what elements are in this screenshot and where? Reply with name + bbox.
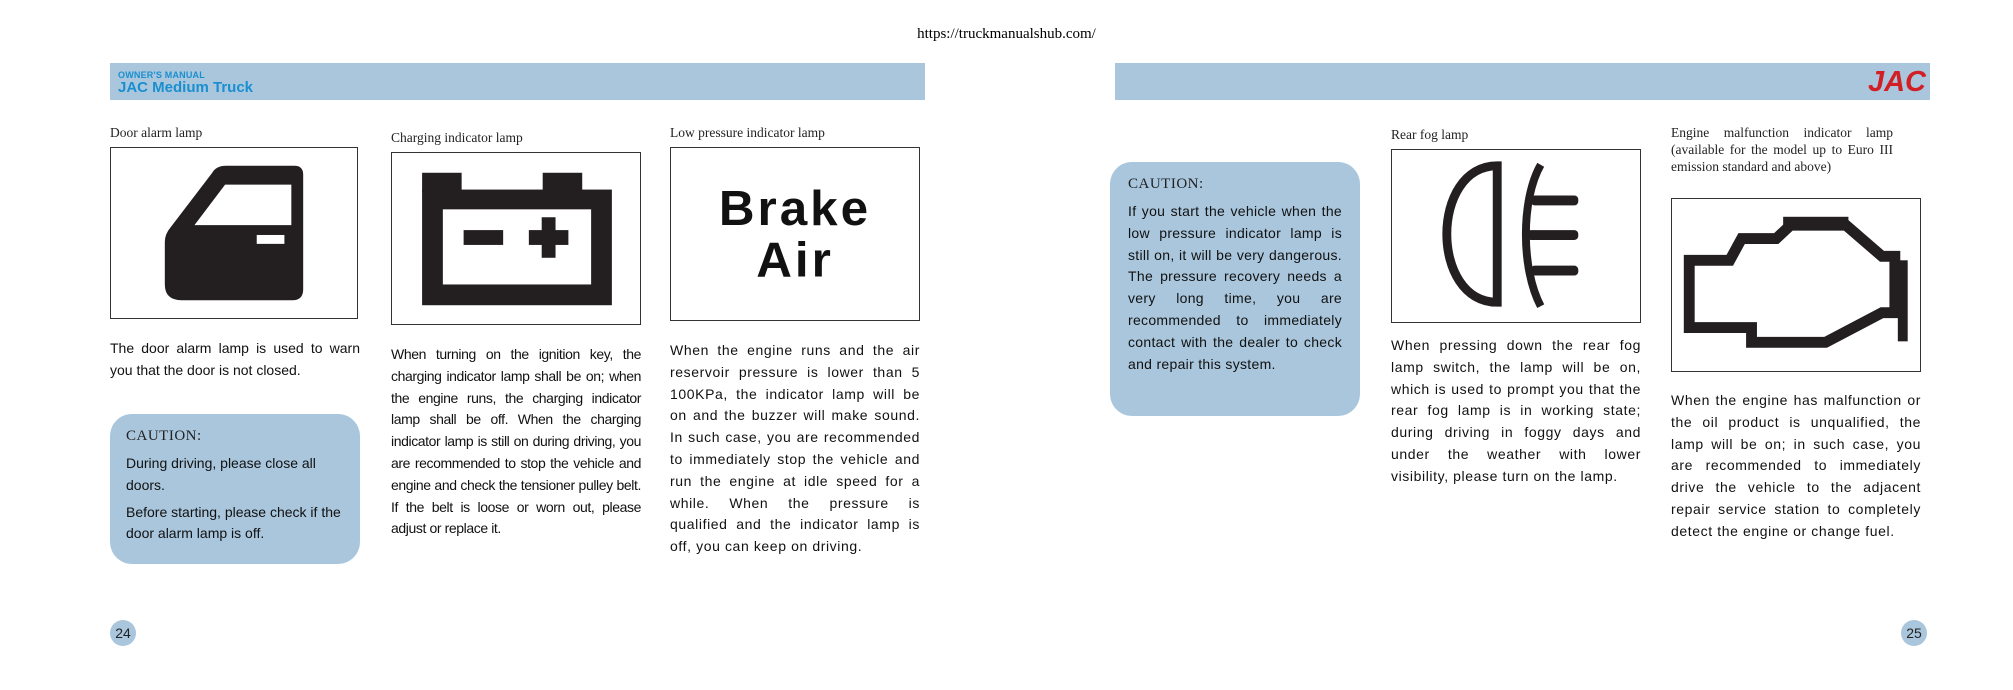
low-pressure-lamp-label: Low pressure indicator lamp: [670, 125, 825, 140]
charging-lamp-label: Charging indicator lamp: [391, 130, 523, 145]
caution-title: CAUTION:: [126, 428, 202, 444]
door-alarm-lamp-label: Door alarm lamp: [110, 125, 203, 140]
svg-text:Air: Air: [756, 232, 834, 288]
left-header-bar: [110, 63, 925, 100]
rear-fog-description: When pressing down the rear fog lamp switch, the lamp will be on, which is used to prompt you that the rear fog lamp is in working state; during driving in foggy days and under the weather with lower visibility, please turn on the lamp.: [1391, 337, 1641, 484]
rear-fog-lamp-icon: [1392, 150, 1640, 322]
right-header-bar: [1115, 63, 1930, 100]
engine-icon-box: [1671, 198, 1921, 372]
door-icon: [111, 148, 357, 318]
charging-icon-box: [391, 152, 641, 325]
page-number-left: 24: [110, 620, 136, 646]
engine-lamp-label: Engine malfunction indicator lamp (available for the model up to Euro III emission standard and above): [1671, 125, 1893, 174]
brake-air-icon-box: [670, 147, 920, 321]
caution-text: If you start the vehicle when the low pressure indicator lamp is still on, it will be very dangerous. The pressure recovery needs a very long time, you are recommended to immediately contact with the dealer to check and repair this system.: [1128, 203, 1342, 372]
rear-fog-lamp-label: Rear fog lamp: [1391, 127, 1469, 142]
caution-box-door: [110, 414, 360, 564]
brand-title: JAC Medium Truck: [118, 79, 254, 96]
door-alarm-description: The door alarm lamp is used to warn you that the door is not closed.: [110, 340, 360, 378]
door-alarm-icon-box: [110, 147, 358, 319]
caution-title: CAUTION:: [1128, 176, 1204, 192]
caution-line: During driving, please close all doors.: [126, 455, 316, 493]
engine-description: When the engine has malfunction or the oil product is unqualified, the lamp will be on; in such case, you are recommended to immediately drive the vehicle to the adjacent repair service station to completely detect the engine or change fuel.: [1671, 392, 1921, 539]
battery-icon: [392, 153, 640, 324]
svg-text:Brake: Brake: [718, 181, 872, 237]
source-url: https://truckmanualshub.com/: [917, 26, 1096, 42]
low-pressure-description: When the engine runs and the air reservoir pressure is lower than 5 100KPa, the indicator lamp will be on and the buzzer will make sound. In such case, you are recommended to immediately stop the vehicle and run the engine at idle speed for a while. When the pressure is qualified and the indicator lamp is off, you can keep on driving.: [670, 342, 920, 555]
brand-subtitle: OWNER'S MANUAL: [118, 70, 205, 80]
page-number-right: 25: [1901, 620, 1927, 646]
brake-air-icon: [671, 148, 919, 320]
svg-text:JAC: JAC: [1867, 66, 1926, 96]
charging-description: When turning on the ignition key, the charging indicator lamp shall be on; when the engine runs, the charging indicator lamp shall be off. When the charging indicator lamp is still on during driving, you are recommended to stop the vehicle and engine and check the tensioner pulley belt. If the belt is loose or worn out, please adjust or replace it.: [391, 346, 641, 537]
jac-logo: [1838, 66, 1928, 96]
engine-icon: [1672, 199, 1920, 371]
caution-box-low-pressure: [1110, 162, 1360, 416]
rear-fog-icon-box: [1391, 149, 1641, 323]
caution-line: Before starting, please check if the door alarm lamp is off.: [126, 503, 341, 542]
